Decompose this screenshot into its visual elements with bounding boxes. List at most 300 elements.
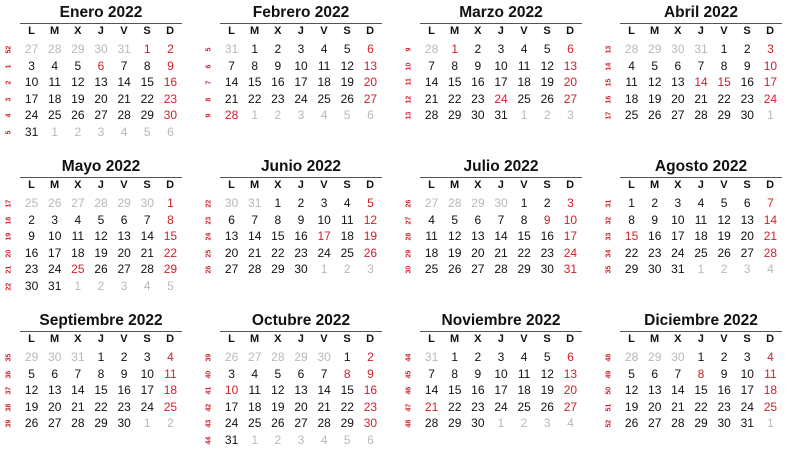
week-number: 12 — [405, 94, 413, 103]
day-cell-holiday: 10 — [763, 58, 778, 73]
weekday-label: L — [628, 179, 635, 191]
day-cell: 31 — [24, 124, 39, 139]
day-cell: 7 — [251, 212, 259, 227]
day-cell: 30 — [117, 416, 131, 430]
weekday-label: D — [766, 25, 775, 37]
week-number: 16 — [605, 94, 613, 103]
day-cell-other-month: 1 — [497, 416, 505, 430]
week-number: 40 — [205, 369, 213, 378]
weekday-label: M — [450, 179, 460, 191]
day-cell-holiday: 14 — [694, 75, 708, 89]
weekday-header — [220, 178, 382, 193]
day-cell: 3 — [228, 366, 235, 381]
weekday-header — [420, 178, 582, 193]
day-cell: 29 — [448, 108, 462, 122]
week-number: 22 — [205, 199, 213, 208]
day-grid — [420, 41, 582, 124]
day-cell: 19 — [648, 91, 662, 106]
month-7 — [400, 157, 590, 297]
week-number: 24 — [205, 232, 213, 241]
weekday-header — [420, 24, 582, 39]
week-number: 32 — [605, 215, 613, 224]
day-cell: 10 — [494, 58, 508, 73]
day-cell: 14 — [424, 383, 439, 397]
day-cell: 1 — [343, 350, 351, 364]
day-cell: 16 — [717, 383, 731, 397]
day-cell: 25 — [48, 108, 62, 122]
week-number: 29 — [405, 248, 413, 257]
day-cell-holiday: 23 — [363, 399, 378, 414]
week-number: 3 — [5, 96, 13, 101]
month-title: Agosto 2022 — [620, 157, 782, 178]
weekday-label: S — [743, 25, 751, 37]
day-cell: 13 — [294, 383, 308, 397]
week-numbers — [0, 41, 18, 140]
day-cell: 12 — [448, 229, 462, 243]
day-grid — [620, 41, 782, 124]
day-cell: 4 — [320, 42, 328, 56]
weekday-label: J — [297, 333, 304, 345]
day-grid — [220, 41, 382, 124]
day-cell-other-month: 31 — [248, 196, 262, 210]
day-cell: 19 — [540, 383, 554, 397]
day-cell: 5 — [28, 366, 35, 381]
day-cell-holiday: 21 — [424, 399, 439, 414]
weekday-label: D — [566, 179, 575, 191]
day-cell: 3 — [674, 196, 682, 210]
weekday-label: D — [566, 333, 575, 345]
weekday-label: J — [97, 179, 104, 191]
day-cell: 10 — [740, 366, 754, 381]
day-cell: 21 — [248, 245, 262, 260]
day-cell: 5 — [74, 58, 82, 73]
day-cell: 28 — [494, 262, 508, 276]
day-cell: 10 — [24, 75, 39, 89]
day-cell-holiday: 13 — [363, 58, 378, 73]
week-number: 45 — [405, 369, 413, 378]
weekday-label: D — [366, 333, 375, 345]
week-numbers — [400, 349, 418, 432]
day-cell-other-month: 4 — [767, 262, 774, 276]
day-cell-holiday: 27 — [563, 399, 578, 414]
day-cell: 15 — [448, 383, 462, 397]
day-cell-other-month: 4 — [567, 416, 574, 430]
day-cell: 14 — [117, 75, 131, 89]
week-number: 35 — [605, 265, 613, 274]
weekday-header — [620, 332, 782, 347]
weekday-label: L — [428, 333, 435, 345]
day-cell-holiday: 8 — [167, 212, 174, 227]
day-cell: 10 — [294, 58, 308, 73]
day-cell: 20 — [294, 399, 308, 414]
week-number: 48 — [605, 353, 613, 362]
day-cell: 26 — [624, 416, 639, 430]
week-numbers — [0, 349, 18, 432]
day-cell-holiday: 30 — [363, 416, 378, 430]
month-9 — [0, 311, 190, 451]
day-cell: 19 — [624, 399, 639, 414]
day-cell: 10 — [494, 366, 508, 381]
day-cell-holiday: 3 — [567, 196, 574, 210]
weekday-label: V — [520, 25, 528, 37]
week-number: 37 — [5, 386, 13, 395]
day-cell-other-month: 1 — [697, 262, 705, 276]
day-cell: 22 — [448, 399, 462, 414]
day-cell: 1 — [451, 350, 459, 364]
week-number: 46 — [405, 386, 413, 395]
weekday-label: J — [497, 333, 504, 345]
day-cell-other-month: 3 — [120, 278, 128, 293]
month-5 — [0, 157, 190, 297]
day-cell-holiday: 6 — [567, 350, 574, 364]
day-cell: 14 — [671, 383, 685, 397]
month-title: Noviembre 2022 — [420, 311, 582, 332]
day-cell: 12 — [71, 75, 85, 89]
day-cell-other-month: 29 — [294, 350, 308, 364]
day-grid — [20, 195, 182, 294]
day-cell: 31 — [671, 262, 685, 276]
day-cell: 30 — [740, 108, 754, 122]
day-cell: 18 — [340, 229, 354, 243]
day-cell: 31 — [224, 432, 239, 447]
weekday-label: V — [720, 179, 728, 191]
day-cell-other-month: 6 — [367, 432, 374, 447]
day-cell: 7 — [497, 212, 505, 227]
day-cell-holiday: 11 — [764, 366, 777, 381]
day-cell: 14 — [317, 383, 331, 397]
day-cell: 2 — [120, 350, 128, 364]
weekday-header — [220, 24, 382, 39]
weekday-header — [20, 24, 182, 39]
day-cell: 18 — [517, 75, 531, 89]
week-number: 4 — [5, 113, 13, 118]
day-cell: 20 — [671, 91, 685, 106]
week-number: 9 — [205, 113, 213, 118]
day-cell: 2 — [474, 350, 482, 364]
day-grid — [620, 195, 782, 278]
day-cell: 26 — [340, 91, 354, 106]
day-cell-holiday: 23 — [163, 91, 178, 106]
weekday-label: V — [520, 333, 528, 345]
day-cell: 14 — [71, 383, 85, 397]
weekday-label: X — [74, 25, 82, 37]
day-cell-other-month: 29 — [71, 42, 85, 56]
day-cell-other-month: 5 — [143, 124, 151, 139]
day-cell-holiday: 20 — [563, 383, 578, 397]
day-cell: 3 — [297, 42, 305, 56]
day-cell-holiday: 3 — [767, 42, 774, 56]
day-cell: 15 — [271, 229, 285, 243]
day-cell: 20 — [117, 245, 131, 260]
day-cell: 5 — [451, 212, 459, 227]
day-cell: 22 — [94, 399, 108, 414]
day-cell-other-month: 30 — [317, 350, 331, 364]
day-cell: 6 — [297, 366, 305, 381]
week-number: 30 — [405, 265, 413, 274]
day-cell: 22 — [717, 91, 731, 106]
day-cell-other-month: 2 — [74, 124, 82, 139]
day-cell: 17 — [740, 383, 754, 397]
day-cell-other-month: 28 — [448, 196, 462, 210]
day-cell: 20 — [94, 91, 108, 106]
weekday-label: S — [743, 179, 751, 191]
month-3 — [400, 3, 590, 143]
day-cell: 4 — [74, 212, 82, 227]
week-number: 8 — [205, 96, 213, 101]
weekday-label: L — [228, 179, 235, 191]
day-cell: 11 — [517, 366, 531, 381]
day-cell: 18 — [624, 91, 639, 106]
month-title: Julio 2022 — [420, 157, 582, 178]
day-cell: 23 — [740, 91, 754, 106]
weekday-label: V — [320, 333, 328, 345]
day-cell-other-month: 2 — [343, 262, 351, 276]
week-numbers — [600, 195, 618, 278]
day-cell-other-month: 3 — [567, 108, 574, 122]
day-cell-other-month: 5 — [167, 278, 174, 293]
day-cell-holiday: 15 — [717, 75, 731, 89]
month-title: Octubre 2022 — [220, 311, 382, 332]
day-cell: 26 — [648, 108, 662, 122]
day-cell: 21 — [317, 399, 331, 414]
day-cell-holiday: 15 — [163, 229, 178, 243]
day-cell: 25 — [248, 416, 262, 430]
week-number: 42 — [205, 402, 213, 411]
day-cell: 26 — [24, 416, 39, 430]
day-cell: 12 — [340, 58, 354, 73]
day-cell: 8 — [251, 58, 259, 73]
day-cell-other-month: 3 — [743, 262, 751, 276]
day-cell: 3 — [143, 350, 151, 364]
week-number: 27 — [405, 215, 413, 224]
day-cell: 23 — [540, 245, 554, 260]
day-cell-other-month: 2 — [274, 108, 282, 122]
day-cell: 19 — [540, 75, 554, 89]
day-cell: 3 — [320, 196, 328, 210]
day-cell-other-month: 1 — [767, 108, 774, 122]
day-cell-holiday: 15 — [624, 229, 639, 243]
day-cell-other-month: 3 — [297, 108, 305, 122]
day-cell: 3 — [497, 42, 505, 56]
day-cell: 2 — [28, 212, 35, 227]
day-cell: 25 — [694, 245, 708, 260]
day-cell: 16 — [471, 75, 485, 89]
day-cell: 16 — [271, 75, 285, 89]
weekday-label: X — [274, 333, 282, 345]
day-cell: 2 — [274, 42, 282, 56]
day-cell: 23 — [24, 262, 39, 276]
day-cell: 23 — [271, 91, 285, 106]
day-cell-holiday: 28 — [224, 108, 239, 122]
day-cell-holiday: 11 — [164, 366, 177, 381]
day-cell-holiday: 26 — [363, 245, 378, 260]
day-cell-holiday: 24 — [494, 91, 508, 106]
day-cell-other-month: 1 — [320, 262, 328, 276]
day-cell-holiday: 17 — [763, 75, 778, 89]
day-cell: 7 — [74, 366, 82, 381]
day-cell: 27 — [471, 262, 485, 276]
day-cell: 30 — [717, 416, 731, 430]
day-cell: 16 — [471, 383, 485, 397]
weekday-label: V — [120, 179, 128, 191]
month-2 — [200, 3, 390, 143]
day-cell: 23 — [294, 245, 308, 260]
week-number: 44 — [205, 435, 213, 444]
weekday-label: V — [120, 25, 128, 37]
weekday-label: J — [697, 333, 704, 345]
week-number: 23 — [205, 215, 213, 224]
weekday-label: D — [766, 179, 775, 191]
day-cell: 21 — [494, 245, 508, 260]
day-cell: 28 — [248, 262, 262, 276]
day-cell: 6 — [228, 212, 235, 227]
day-cell-holiday: 27 — [563, 91, 578, 106]
day-cell: 19 — [340, 75, 354, 89]
day-cell: 5 — [720, 196, 728, 210]
day-cell: 10 — [140, 366, 154, 381]
day-cell: 27 — [294, 416, 308, 430]
day-cell-other-month: 30 — [671, 350, 685, 364]
weekday-label: S — [143, 333, 151, 345]
day-cell: 1 — [697, 350, 705, 364]
week-number: 39 — [5, 419, 13, 428]
day-cell-other-month: 28 — [624, 350, 639, 364]
weekday-header — [620, 24, 782, 39]
weekday-label: J — [297, 25, 304, 37]
day-cell: 11 — [317, 58, 331, 73]
week-number: 15 — [605, 78, 613, 87]
day-cell-holiday: 19 — [363, 229, 378, 243]
day-cell: 5 — [628, 366, 635, 381]
day-cell: 28 — [140, 262, 154, 276]
week-number: 1 — [5, 63, 13, 68]
week-number: 20 — [5, 248, 13, 257]
day-cell-holiday: 29 — [163, 262, 178, 276]
day-cell: 30 — [648, 262, 662, 276]
day-cell: 6 — [120, 212, 128, 227]
day-cell-other-month: 30 — [94, 42, 108, 56]
day-cell: 25 — [624, 108, 639, 122]
weekday-label: L — [428, 25, 435, 37]
day-cell: 21 — [694, 91, 708, 106]
day-cell-other-month: 4 — [143, 278, 151, 293]
weekday-label: V — [120, 333, 128, 345]
month-title: Febrero 2022 — [220, 3, 382, 24]
day-cell-other-month: 27 — [71, 196, 85, 210]
month-10 — [200, 311, 390, 451]
week-numbers — [200, 195, 218, 278]
day-cell: 2 — [543, 196, 551, 210]
day-grid — [220, 195, 382, 278]
day-cell-other-month: 29 — [117, 196, 131, 210]
weekday-label: X — [674, 179, 682, 191]
day-cell: 21 — [671, 399, 685, 414]
day-cell-other-month: 29 — [471, 196, 485, 210]
day-cell: 1 — [520, 196, 528, 210]
day-cell-holiday: 5 — [367, 196, 374, 210]
week-numbers — [200, 41, 218, 124]
day-cell: 18 — [248, 399, 262, 414]
week-number: 22 — [5, 281, 13, 290]
weekday-label: V — [320, 25, 328, 37]
day-grid — [420, 195, 582, 278]
day-cell-other-month: 5 — [343, 432, 351, 447]
day-cell-other-month: 1 — [520, 108, 528, 122]
weekday-label: L — [28, 25, 35, 37]
day-cell: 22 — [340, 399, 354, 414]
day-cell-other-month: 31 — [224, 42, 239, 56]
day-cell: 24 — [740, 399, 754, 414]
weekday-label: J — [697, 25, 704, 37]
day-cell: 13 — [740, 212, 754, 227]
day-cell: 17 — [140, 383, 154, 397]
day-cell: 30 — [471, 108, 485, 122]
day-cell: 10 — [671, 212, 685, 227]
day-cell: 1 — [628, 196, 635, 210]
day-cell-holiday: 6 — [367, 42, 374, 56]
day-cell: 26 — [448, 262, 462, 276]
day-cell: 22 — [448, 91, 462, 106]
day-cell: 21 — [424, 91, 439, 106]
day-cell: 22 — [271, 245, 285, 260]
day-cell: 26 — [540, 399, 554, 414]
day-cell-other-month: 1 — [251, 108, 259, 122]
day-cell: 20 — [648, 399, 662, 414]
day-cell-holiday: 25 — [763, 399, 778, 414]
week-number: 50 — [605, 386, 613, 395]
day-cell: 31 — [494, 108, 508, 122]
weekday-label: J — [697, 179, 704, 191]
day-cell: 6 — [51, 366, 59, 381]
day-cell: 12 — [540, 366, 554, 381]
day-cell: 8 — [451, 58, 459, 73]
day-cell: 19 — [24, 399, 39, 414]
day-cell: 28 — [317, 416, 331, 430]
weekday-label: S — [343, 25, 351, 37]
day-cell-other-month: 1 — [51, 124, 59, 139]
day-cell-other-month: 1 — [251, 432, 259, 447]
day-cell: 23 — [117, 399, 131, 414]
day-cell-holiday: 20 — [563, 75, 578, 89]
week-numbers — [0, 195, 18, 294]
month-title: Junio 2022 — [220, 157, 382, 178]
day-cell: 24 — [224, 416, 239, 430]
day-cell: 3 — [497, 350, 505, 364]
week-number: 5 — [205, 47, 213, 52]
day-cell: 3 — [743, 350, 751, 364]
day-cell: 4 — [343, 196, 351, 210]
week-number: 17 — [605, 111, 613, 120]
day-cell: 16 — [740, 75, 754, 89]
day-cell: 27 — [671, 108, 685, 122]
day-cell-other-month: 31 — [694, 42, 708, 56]
day-cell: 2 — [651, 196, 659, 210]
day-cell: 25 — [340, 245, 354, 260]
day-cell: 27 — [48, 416, 62, 430]
weekday-label: V — [320, 179, 328, 191]
weekday-header — [20, 332, 182, 347]
day-cell-other-month: 28 — [48, 42, 62, 56]
day-cell: 28 — [117, 108, 131, 122]
day-cell: 1 — [97, 350, 105, 364]
day-cell-other-month: 30 — [140, 196, 154, 210]
week-numbers — [200, 349, 218, 448]
day-cell: 14 — [140, 229, 154, 243]
day-cell: 7 — [228, 58, 235, 73]
day-cell: 22 — [624, 245, 639, 260]
day-cell-other-month: 28 — [424, 42, 439, 56]
week-number: 39 — [205, 353, 213, 362]
